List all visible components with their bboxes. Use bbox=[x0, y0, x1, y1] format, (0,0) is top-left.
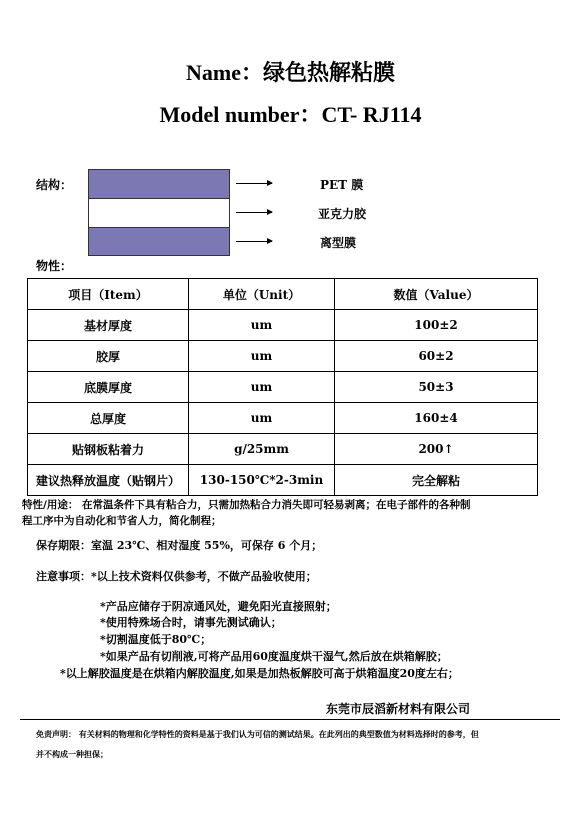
cell-item: 底膜厚度 bbox=[28, 372, 189, 403]
caution-item: *如果产品有切削液,可将产品用60度温度烘干湿气,然后放在烘箱解胶； bbox=[100, 650, 448, 663]
cell-unit: 130-150℃*2-3min bbox=[189, 465, 335, 496]
layer-pet-swatch bbox=[88, 169, 230, 199]
table-row bbox=[28, 310, 538, 341]
table-row bbox=[28, 434, 538, 465]
column-header-value: 数值（Value） bbox=[335, 279, 538, 310]
model-number: Model number：CT- RJ114 bbox=[159, 102, 422, 127]
properties-table bbox=[27, 278, 538, 496]
table-header-row bbox=[28, 279, 538, 310]
table-row bbox=[28, 403, 538, 434]
layer-release-swatch bbox=[88, 227, 230, 256]
properties-label: 物性： bbox=[36, 259, 73, 273]
features-text-line1: 特性/用途： 在常温条件下具有粘合力，只需加热粘合力消失即可轻易剥离；在电子部件的各种制 bbox=[22, 499, 471, 511]
caution-title: 注意事项：*以上技术资料仅供参考，不做产品验收使用； bbox=[36, 570, 317, 583]
cell-item: 贴钢板粘着力 bbox=[28, 434, 189, 465]
divider bbox=[20, 719, 560, 720]
features-text-line2: 程工序中为自动化和节省人力，简化制程； bbox=[22, 515, 222, 527]
cell-unit: um bbox=[189, 372, 335, 403]
caution-item: *以上解胶温度是在烘箱内解胶温度,如果是加热板解胶可高于烘箱温度20度左右； bbox=[60, 667, 459, 680]
table-row bbox=[28, 372, 538, 403]
cell-value: 200↑ bbox=[335, 434, 538, 465]
arrow-right-icon bbox=[236, 241, 272, 242]
table-row bbox=[28, 465, 538, 496]
cell-value: 完全解粘 bbox=[335, 465, 538, 496]
disclaimer-line2: 并不构成一种担保； bbox=[36, 749, 108, 759]
caution-item: *切割温度低于80℃； bbox=[100, 633, 212, 646]
cell-value: 160±4 bbox=[335, 403, 538, 434]
cell-item: 胶厚 bbox=[28, 341, 189, 372]
arrow-right-icon bbox=[236, 212, 272, 213]
cell-unit: um bbox=[189, 310, 335, 341]
cell-value: 100±2 bbox=[335, 310, 538, 341]
cell-item: 总厚度 bbox=[28, 403, 189, 434]
company-name: 东莞市辰滔新材料有限公司 bbox=[326, 702, 471, 716]
storage-text: 保存期限：室温 23℃、相对湿度 55%，可保存 6 个月； bbox=[36, 539, 323, 552]
structure-label: 结构： bbox=[36, 178, 73, 192]
cell-value: 50±3 bbox=[335, 372, 538, 403]
layer-name-release: 离型膜 bbox=[320, 236, 357, 250]
disclaimer-line1: 免责声明： 有关材料的物理和化学特性的资料是基于我们认为可信的测试结果。在此列出的典型数值为材料选择时的参考，但 bbox=[36, 729, 479, 739]
caution-item: *产品应储存于阴凉通风处，避免阳光直接照射； bbox=[100, 600, 337, 613]
cell-item: 基材厚度 bbox=[28, 310, 189, 341]
cell-value: 60±2 bbox=[335, 341, 538, 372]
cell-unit: um bbox=[189, 403, 335, 434]
cell-item: 建议热释放温度（贴钢片） bbox=[28, 465, 189, 496]
cell-unit: g/25mm bbox=[189, 434, 335, 465]
arrow-right-icon bbox=[236, 183, 272, 184]
document-title: Name：绿色热解粘膜 bbox=[186, 60, 395, 85]
layer-name-pet: PET 膜 bbox=[320, 178, 364, 192]
layer-name-acrylic: 亚克力胶 bbox=[318, 207, 367, 221]
caution-item: *使用特殊场合时，请事先测试确认； bbox=[100, 616, 282, 629]
column-header-item: 项目（Item） bbox=[28, 279, 189, 310]
table-row bbox=[28, 341, 538, 372]
column-header-unit: 单位（Unit） bbox=[189, 279, 335, 310]
cell-unit: um bbox=[189, 341, 335, 372]
layer-acrylic-swatch bbox=[88, 198, 230, 228]
